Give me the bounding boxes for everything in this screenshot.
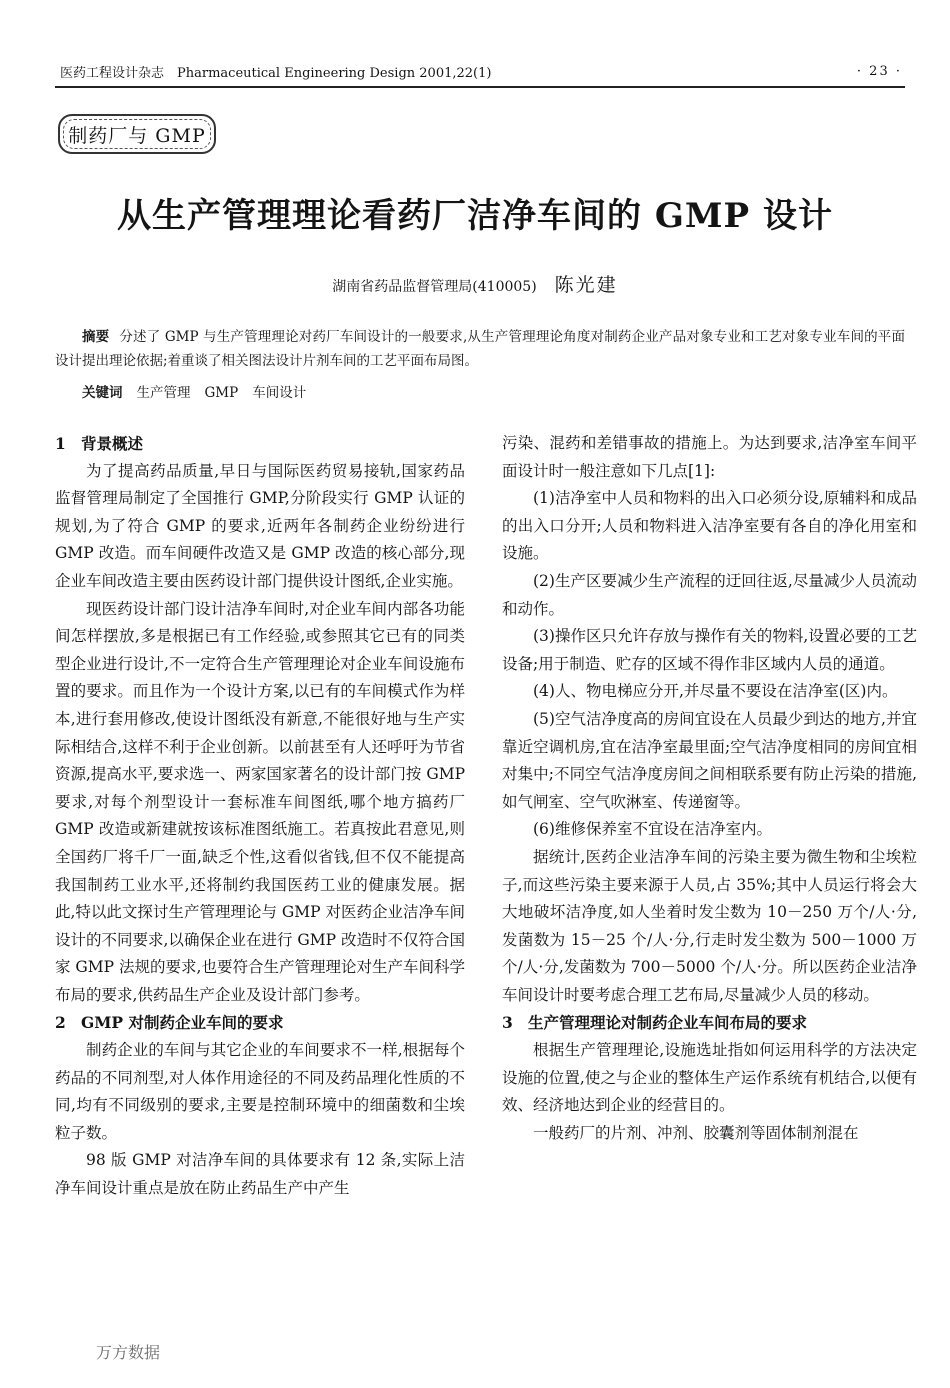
watermark-text: 万方数据 (96, 1343, 161, 1362)
section-heading (502, 1009, 917, 1037)
paragraph: 现医药设计部门设计洁净车间时,对企业车间内部各功能间怎样摆放,多是根据已有工作经验,或参照其它已有的同类型企业进行设计,不一定符合生产管理理论对企业车间设施布置的要求。而且作为一个设计方案,以已有的车间模式作为样本,进行套用修改,使设计图纸没有新意,不能很好地与生产实际相结合,这样不利于企业创新。以前甚至有人还呼吁为节省资源,提高水平,要求选一、两家国家著名的设计部门按 GMP 要求,对每个剂型设计一套标准车间图纸,哪个地方搞药厂 GMP 改造或新建就按该标准图纸施工。若真按此君意见,则全国药厂将千厂一面,缺乏个性,这看似省钱,但不仅不能提高我国制药工业水平,还将制约我国医药工业的健康发展。据此,特以此文探讨生产管理理论与 GMP 对医药企业洁净车间设计的不同要求,以确保企业在进行 GMP 改造时不仅符合国家 GMP 法规的要求,也要符合生产管理理论对生产车间科学布局的要求,供药品生产企业及设计部门参考。 (55, 599, 465, 1004)
author-name: 陈光建 (554, 274, 618, 296)
section-number: 1 (55, 434, 66, 453)
keywords-label: 关键词 (82, 385, 123, 401)
journal-name: 医药工程设计杂志 Pharmaceutical Engineering Design 2001,22(1) (60, 65, 492, 81)
list-item: (3)操作区只允许存放与操作有关的物料,设置必要的工艺设备;用于制造、贮存的区域不得作非区域内人员的通道。 (502, 627, 917, 673)
right-column (502, 430, 917, 1147)
list-item: (5)空气洁净度高的房间宜设在人员最少到达的地方,并宜靠近空调机房,宜在洁净室最里面;空气洁净度相同的房间宜相对集中;不同空气洁净度房间之间相联系要有防止污染的措施,如气闸室、空气吹淋室、传递窗等。 (502, 709, 917, 811)
abstract-label: 摘要 (82, 329, 110, 345)
paragraph: 据统计,医药企业洁净车间的污染主要为微生物和尘埃粒子,而这些污染主要来源于人员,占 35%;其中人员运行将会大大地破坏洁净度,如人坐着时发尘数为 10－250 万个/人·分,发菌数为 15－25 个/人·分,行走时发尘数为 500－1000 万个/人·分,发菌数为 700－5000 个/人·分。所以医药企业洁净车间设计时要考虑合理工艺布局,尽量减少人员的移动。 (502, 847, 917, 1004)
section-title: 背景概述 (81, 434, 144, 453)
list-item: (4)人、物电梯应分开,并尽量不要设在洁净室(区)内。 (533, 682, 898, 701)
section-number: 3 (502, 1013, 513, 1033)
list-item: (6)维修保养室不宜设在洁净室内。 (533, 820, 772, 839)
keyword: 车间设计 (252, 385, 307, 401)
affiliation: 湖南省药品监督管理局(410005) (332, 279, 537, 295)
section-heading (55, 430, 465, 458)
paragraph: 根据生产管理理论,设施选址指如何运用科学的方法决定设施的位置,使之与企业的整体生产运作系统有机结合,以便有效、经济地达到企业的经营目的。 (502, 1041, 917, 1115)
byline (0, 270, 950, 297)
section-number: 2 (55, 1013, 66, 1033)
keywords (82, 381, 320, 405)
keyword: GMP (204, 385, 239, 401)
header-rule (55, 86, 905, 88)
running-head (60, 60, 902, 82)
abstract (55, 325, 905, 373)
paragraph: 制药企业的车间与其它企业的车间要求不一样,根据每个药品的不同剂型,对人体作用途径的不同及药品理化性质的不同,均有不同级别的要求,主要是控制环境中的细菌数和尘埃粒子数。 (55, 1041, 465, 1142)
section-title: 生产管理理论对制药企业车间布局的要求 (528, 1013, 808, 1033)
page-number: · 23 · (856, 63, 902, 79)
list-item: (2)生产区要减少生产流程的迂回往返,尽量减少人员流动和动作。 (502, 571, 917, 618)
section-heading (55, 1009, 465, 1037)
paragraph: 98 版 GMP 对洁净车间的具体要求有 12 条,实际上洁净车间设计重点是放在防止药品生产中产生 (55, 1151, 465, 1198)
article-title: 从生产管理理论看药厂洁净车间的 GMP 设计 (117, 196, 833, 236)
abstract-text: 分述了 GMP 与生产管理理论对药厂车间设计的一般要求,从生产管理理论角度对制药企业产品对象专业和工艺对象专业车间的平面设计提出理论依据;着重谈了相关图法设计片剂车间的工艺平面布局图。 (55, 329, 905, 369)
column-badge (58, 114, 216, 154)
paragraph: 一般药厂的片剂、冲剂、胶囊剂等固体制剂混在 (533, 1123, 859, 1142)
list-item: (1)洁净室中人员和物料的出入口必须分设,原辅料和成品的出入口分开;人员和物料进入洁净室要有各自的净化用室和设施。 (502, 489, 917, 563)
column-badge-label: 制药厂与 GMP (68, 124, 206, 147)
keyword: 生产管理 (136, 385, 191, 401)
paragraph: 污染、混药和差错事故的措施上。为达到要求,洁净室车间平面设计时一般注意如下几点[1]: (502, 434, 917, 480)
left-column (55, 430, 465, 1203)
section-title: GMP 对制药企业车间的要求 (81, 1013, 284, 1033)
paragraph: 为了提高药品质量,早日与国际医药贸易接轨,国家药品监督管理局制定了全国推行 GMP,分阶段实行 GMP 认证的规划,为了符合 GMP 的要求,近两年各制药企业纷纷进行 GMP 改造。而车间硬件改造又是 GMP 改造的核心部分,现企业车间改造主要由医药设计部门提供设计图纸,企业实施。 (55, 461, 465, 590)
